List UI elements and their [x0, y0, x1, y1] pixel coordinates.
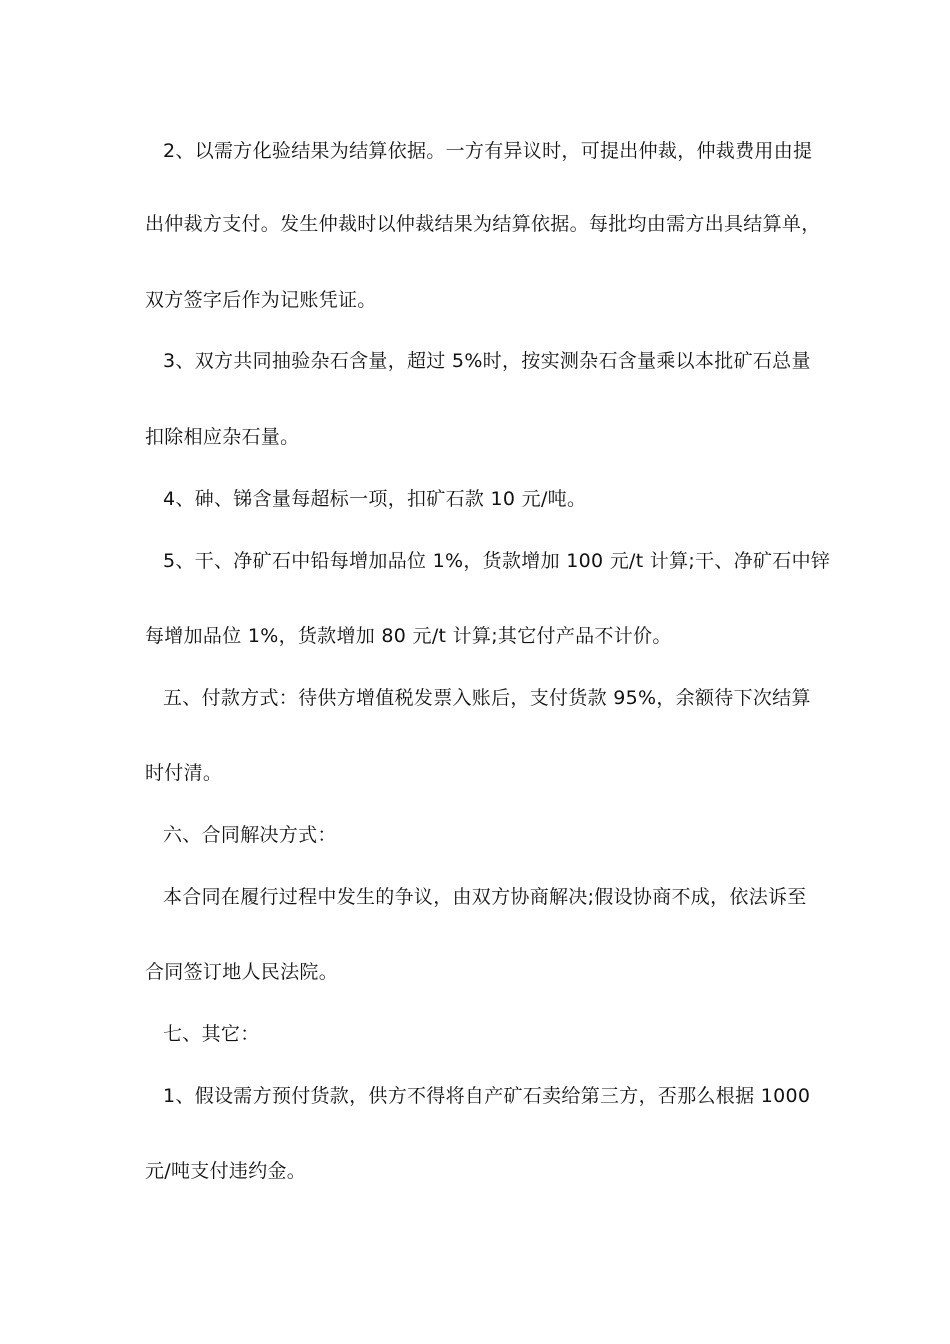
section-7-heading: 七、其它： [163, 1023, 260, 1045]
section-5-payment-line-2: 时付清。 [145, 762, 223, 784]
section-7-clause-1-line-2: 元/吨支付违约金。 [145, 1160, 307, 1182]
clause-2-line-1: 2、以需方化验结果为结算依据。一方有异议时，可提出仲裁，仲裁费用由提 [163, 140, 813, 162]
section-6-heading: 六、合同解决方式： [163, 824, 337, 846]
clause-5-line-1: 5、干、净矿石中铅每增加品位 1%，货款增加 100 元/t 计算;干、净矿石中锌 [163, 550, 831, 572]
section-6-line-2: 合同签订地人民法院。 [145, 961, 339, 983]
clause-3-line-2: 扣除相应杂石量。 [145, 426, 300, 448]
clause-2-line-2: 出仲裁方支付。发生仲裁时以仲裁结果为结算依据。每批均由需方出具结算单， [145, 213, 821, 235]
section-7-clause-1-line-1: 1、假设需方预付货款，供方不得将自产矿石卖给第三方，否那么根据 1000 [163, 1085, 811, 1107]
section-6-line-1: 本合同在履行过程中发生的争议，由双方协商解决;假设协商不成，依法诉至 [163, 886, 807, 908]
clause-4-line-1: 4、砷、锑含量每超标一项，扣矿石款 10 元/吨。 [163, 488, 587, 510]
clause-2-line-3: 双方签字后作为记账凭证。 [145, 289, 377, 311]
section-5-payment-line-1: 五、付款方式：待供方增值税发票入账后，支付货款 95%，余额待下次结算 [163, 687, 811, 709]
clause-3-line-1: 3、双方共同抽验杂石含量，超过 5%时，按实测杂石含量乘以本批矿石总量 [163, 350, 811, 372]
clause-5-line-2: 每增加品位 1%，货款增加 80 元/t 计算;其它付产品不计价。 [145, 625, 672, 647]
